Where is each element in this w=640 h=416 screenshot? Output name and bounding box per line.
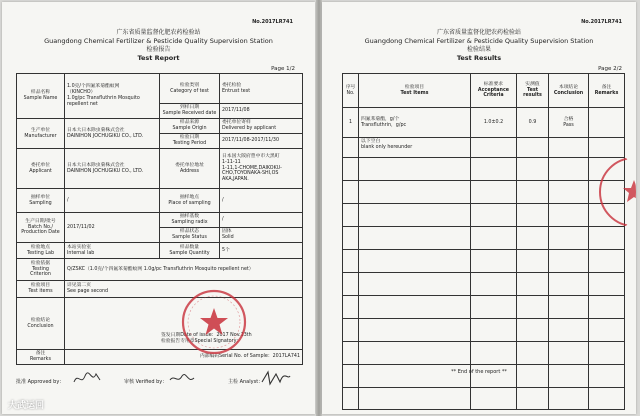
status-label: 样品状态 Sample Status (160, 228, 220, 243)
header-conclusion: 本项结论 Conclusion (549, 74, 589, 108)
watermark: 大武运回 (8, 401, 45, 411)
blank-cell (517, 138, 549, 158)
header-criteria: 标准要求 Acceptance Criteria (471, 74, 517, 108)
quantity-value: 5个 (220, 243, 303, 259)
page-number: Page 1/2 (271, 66, 295, 72)
empty-row (343, 296, 625, 319)
period-value: 2017/11/08-2017/11/30 (220, 134, 303, 149)
address-value: 日本国大阪府豊中市大黑町 1-11-11 1-11,1-CHOME,DAIKOKU- CHO,TOYONAKA-SHI,OS AKA,JAPAN. (220, 149, 303, 189)
criterion-value: Q/ZSKC（1.0克/个四氟苯菊酯蚊网 1.0g/pc Transfluthrin Mosquito repellent net） (65, 259, 303, 281)
official-stamp (180, 288, 248, 356)
batch-label: 生产日期/批号 Batch No./ Production Date (17, 213, 65, 243)
category-value: 委托检验 Entrust test (220, 74, 303, 104)
row-result: 0.9 (517, 108, 549, 138)
blank-cell (549, 138, 589, 158)
manufacturer-value: 日本大日本除虫菊株式会社 DAINIHON JOCHUGIKU CO., LTD. (65, 119, 160, 149)
lab-label: 检验地点 Testing Lab (17, 243, 65, 259)
empty-row (343, 204, 625, 227)
empty-row (343, 250, 625, 273)
results-table (342, 73, 625, 410)
conclusion-label: 检验结论 Conclusion (17, 298, 65, 350)
results-title-en: Test Results (456, 54, 502, 62)
report-info-table (16, 73, 303, 365)
blank-cell (471, 138, 517, 158)
blank-note-row (343, 138, 625, 158)
lab-value: 本站实验室 Internal lab (65, 243, 160, 259)
remarks-value: 内部编码Serial No. of Sample：2017LA741 (65, 350, 303, 365)
results-header-row (343, 74, 625, 108)
empty-row (343, 365, 625, 388)
agency-name-cn: 广东省质量监督化肥农药检验站 (116, 29, 201, 36)
remarks-label: 备注 Remarks (17, 350, 65, 365)
applicant-value: 日本大日本除虫菊株式会社 DAINIHON JOCHUGIKU CO., LTD. (65, 149, 160, 189)
address-label: 委托单位地址 Address (160, 149, 220, 189)
verified-by-label: 审核 Verified by： (124, 379, 168, 385)
blank-cell (343, 138, 359, 158)
empty-row (343, 388, 625, 410)
analyst-label: 主检 Analyst： (228, 379, 264, 385)
report-title-cn: 检验报告 (146, 46, 171, 53)
row-no: 1 (343, 108, 359, 138)
applicant-label: 委托单位 Applicant (17, 149, 65, 189)
batch-value: 2017/11/02 (65, 213, 160, 243)
sampling-value: / (65, 189, 160, 213)
header-remarks: 备注 Remarks (589, 74, 625, 108)
quantity-label: 样品数量 Sample Quantity (160, 243, 220, 259)
report-page-2 (322, 2, 636, 414)
empty-row (343, 181, 625, 204)
edge-stamp (594, 152, 636, 232)
header-results: 实测值 Test results (517, 74, 549, 108)
approver-signature (72, 370, 102, 388)
items-label: 检验项目 Test items (17, 281, 65, 298)
page-number: Page 2/2 (598, 66, 622, 72)
radix-label: 抽样基数 Sampling radix (160, 213, 220, 228)
serial-number: No.2017LR741 (581, 19, 622, 25)
items-value: 详见第二页 See page second (65, 281, 303, 298)
manufacturer-label: 生产单位 Manufacturer (17, 119, 65, 149)
status-value: 固体 Solid (220, 228, 303, 243)
empty-row (343, 319, 625, 342)
analyst-signature (260, 368, 292, 388)
table-row (343, 108, 625, 138)
blank-note: 以下空白 blank only hereunder (359, 138, 471, 158)
sample-name-value: 1.0克/个四氟苯菊酯蚊网 （KINCHO） 1.0g/pc Transfluthrin Mosquito repellent net (65, 74, 160, 119)
origin-label: 样品来源 Sample Origin (160, 119, 220, 134)
origin-value: 委托单位寄样 Delivered by applicant (220, 119, 303, 134)
report-title-en: Test Report (137, 54, 180, 62)
verifier-signature (168, 370, 198, 388)
row-conclusion: 合格 Pass (549, 108, 589, 138)
row-test-item: 四氟苯菊酯，g/个 Transfluthrin，g/pc (359, 108, 471, 138)
row-remarks (589, 108, 625, 138)
row-criteria: 1.0±0.2 (471, 108, 517, 138)
received-value: 2017/11/08 (220, 104, 303, 119)
sampling-label: 抽样单位 Sampling (17, 189, 65, 213)
agency-name-en: Guangdong Chemical Fertilizer & Pesticide Quality Supervision Station (44, 37, 273, 45)
agency-name-en: Guangdong Chemical Fertilizer & Pesticide Quality Supervision Station (364, 37, 594, 45)
report-page-1 (2, 2, 315, 414)
place-value: / (220, 189, 303, 213)
agency-name-cn: 广东省质量监督化肥农药检验站 (436, 29, 521, 36)
empty-row (343, 227, 625, 250)
sample-name-label: 样品名称 Sample Name (17, 74, 65, 119)
approved-by-label: 批准 Approved by： (16, 379, 65, 385)
empty-row (343, 158, 625, 181)
empty-row (343, 342, 625, 365)
place-label: 抽样地点 Place of sampling (160, 189, 220, 213)
conclusion-value: 签发日期Date of issue：2017 Nov.13th 检验报告专用章Special Signatory： (65, 298, 303, 350)
period-label: 检验日期 Testing Period (160, 134, 220, 149)
header-test-items: 检验项目 Test Items (359, 74, 471, 108)
empty-row (343, 273, 625, 296)
criterion-label: 检验依据 Testing Criterion (17, 259, 65, 281)
received-label: 到样日期 Sample Received date (160, 104, 220, 119)
serial-number: No.2017LR741 (252, 19, 293, 25)
radix-value: / (220, 213, 303, 228)
header-no: 序号 No. (343, 74, 359, 108)
end-of-report: ** End of the report ** (451, 369, 507, 375)
results-title-cn: 检验结果 (466, 46, 491, 53)
category-label: 检验类别 Category of test (160, 74, 220, 104)
